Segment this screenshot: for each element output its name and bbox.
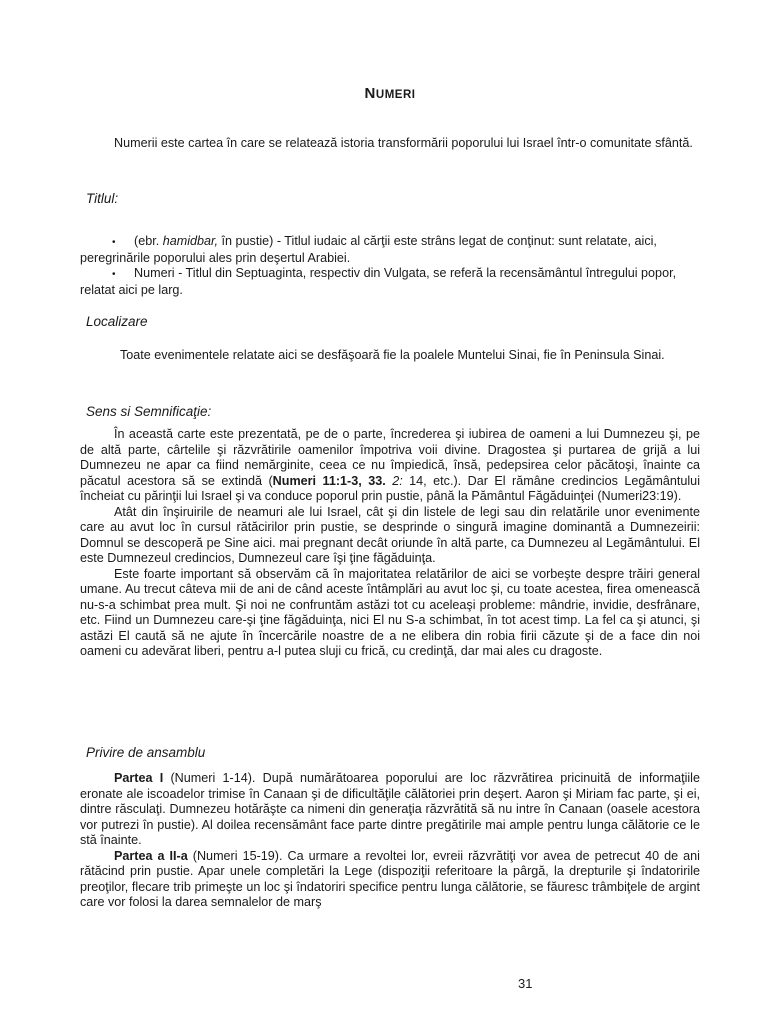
sens-p1-text-a: În această carte este prezentată, pe de o parte, încrederea şi iubirea de oameni a lui Dumnezeu şi, pe de altă parte, cârtelile şi răzvrătirile oamenilor împotriva voii divine. Dragostea şi purtarea de grijă a lui Dumnezeu ne apar ca fiind nemărginite, ceea ce nu împiedică, însă, pedepsirea celor păcătoşi, înainte ca păcatul acestora să se extindă ( xyxy=(80,427,700,488)
bullet-icon: • xyxy=(112,237,116,248)
part-1-text: (Numeri 1-14). După numărătoarea poporului are loc răzvrătirea pricinuită de informaţiile eronate ale iscoadelor trimise în Canaan şi de dificultăţile călătoriei prin deşert. Aaron şi Miriam fac parte, şi ei, dintre răsculaţi. Dumnezeu hotărăşte ca nimeni din generaţia răzvrătită să nu intre în Canaan (oasele acestora vor putrezi în pustie). Al doilea recensământ face parte dintre pregătirile mai ample pentru lunga călătorie ce le stă înainte. xyxy=(80,771,700,847)
sens-p1-reference: Numeri 11:1-3, 33. xyxy=(272,473,393,488)
sens-paragraph-3: Este foarte important să observăm că în majoritatea relatărilor de aici se vorbeşte despre trăiri general umane. Au trecut câteva mii de ani de când aceste întâmplări au avut loc şi, cu toate acestea, firea omenească nu-s-a schimbat prea mult. Şi noi ne confruntăm astăzi tot cu aceleaşi probleme: mândrie, invidie, desfrânare, etc. Fiind un Dumnezeu care-şi ţine făgăduinţa, nici El nu S-a schimbat, în tot acest timp. La fel ca şi atunci, şi astăzi El caută să ne ajute în încercările noastre de a ne elibera din robia firii căzute şi de a face din noi oameni cu adevărat liberi, pentru a-l putea sluji cu frică, cu credinţă, dar mai ales cu dragoste. xyxy=(80,566,700,658)
titlul-bullets xyxy=(80,234,700,298)
part-2-text: (Numeri 15-19). Ca urmare a revoltei lor, evreii răzvrătiţi vor avea de petrecut 40 de ani rătăcind prin pustie. Apar unele completări la Lege (dispoziţii referitoare la pârgă, la drepturile şi îndatoririle preoţilor, flecare trib primeşte un loc şi îndatoriri specifice pentru lunga călătorie, se făuresc trâmbiţele de argint care vor folosi la darea semnalelor de marş xyxy=(80,848,700,909)
heading-privire: Privire de ansamblu xyxy=(86,745,206,760)
sens-body xyxy=(80,427,700,660)
intro-paragraph xyxy=(80,136,700,152)
bullet-lead-end: în pustie) xyxy=(218,234,274,248)
sens-p1-text-b: 14, etc.). Dar El rămâne credincios Legământului încheiat cu părinţii lui Israel şi va conduce poporul prin pustie, până la Pământul Făgăduinţei (Numeri23:19). xyxy=(80,473,700,503)
part-1-label: Partea I xyxy=(114,771,164,785)
page-title-initial: N xyxy=(364,85,376,102)
titlul-list xyxy=(80,234,700,298)
localizare-text: Toate evenimentele relatate aici se desfăşoară fie la poalele Muntelui Sinai, fie în Peninsula Sinai. xyxy=(120,348,665,362)
part-2-paragraph xyxy=(80,849,700,911)
bullet-lead: Numeri xyxy=(134,266,175,280)
sens-paragraph-2: Atât din înşiruirile de neamuri ale lui Israel, cât şi din listele de legi sau din relatările unor evenimente care au avut loc în cursul rătăcirilor prin pustie, se desprinde o singură imagine dominantă a Dumnezeirii: Domnul se descoperă pe Sine aici. mai pregnant decât oriunde în altă parte, ca Dumnezeu al Legământului. El este Dumnezeul credincios, Dumnezeul care îşi ţine făgăduinţa. xyxy=(80,504,700,565)
sens-paragraph-1 xyxy=(80,427,700,505)
bullet-emphasis: hamidbar, xyxy=(162,234,219,248)
heading-titlul: Titlul: xyxy=(86,191,119,206)
list-item xyxy=(80,266,700,298)
heading-sens: Sens si Semnificaţie: xyxy=(86,404,212,419)
localizare-paragraph xyxy=(80,348,700,364)
heading-localizare: Localizare xyxy=(86,314,148,329)
list-item xyxy=(80,234,700,266)
bullet-text: - Titlul iudaic al cărţii este strâns legat de conţinut: sunt relatate, aici, peregrinările poporului ales prin deşertul Arabiei. xyxy=(80,234,657,265)
sens-p1-emphasis: 2: xyxy=(392,473,403,488)
part-1-paragraph xyxy=(80,771,700,849)
page-number: 31 xyxy=(518,976,533,991)
privire-body xyxy=(80,771,700,911)
bullet-text: - Titlul din Septuaginta, respectiv din Vulgata, se referă la recensământul întregului popor, relatat aici pe larg. xyxy=(80,266,677,297)
page-title-rest: UMERI xyxy=(375,89,416,101)
bullet-lead: (ebr. xyxy=(134,234,163,248)
intro-text: Numerii este cartea în care se relatează istoria transformării poporului lui Israel într-o comunitate sfântă. xyxy=(114,136,693,150)
bullet-icon: • xyxy=(112,269,116,280)
part-2-label: Partea a II-a xyxy=(114,848,188,863)
page-title xyxy=(80,86,700,104)
